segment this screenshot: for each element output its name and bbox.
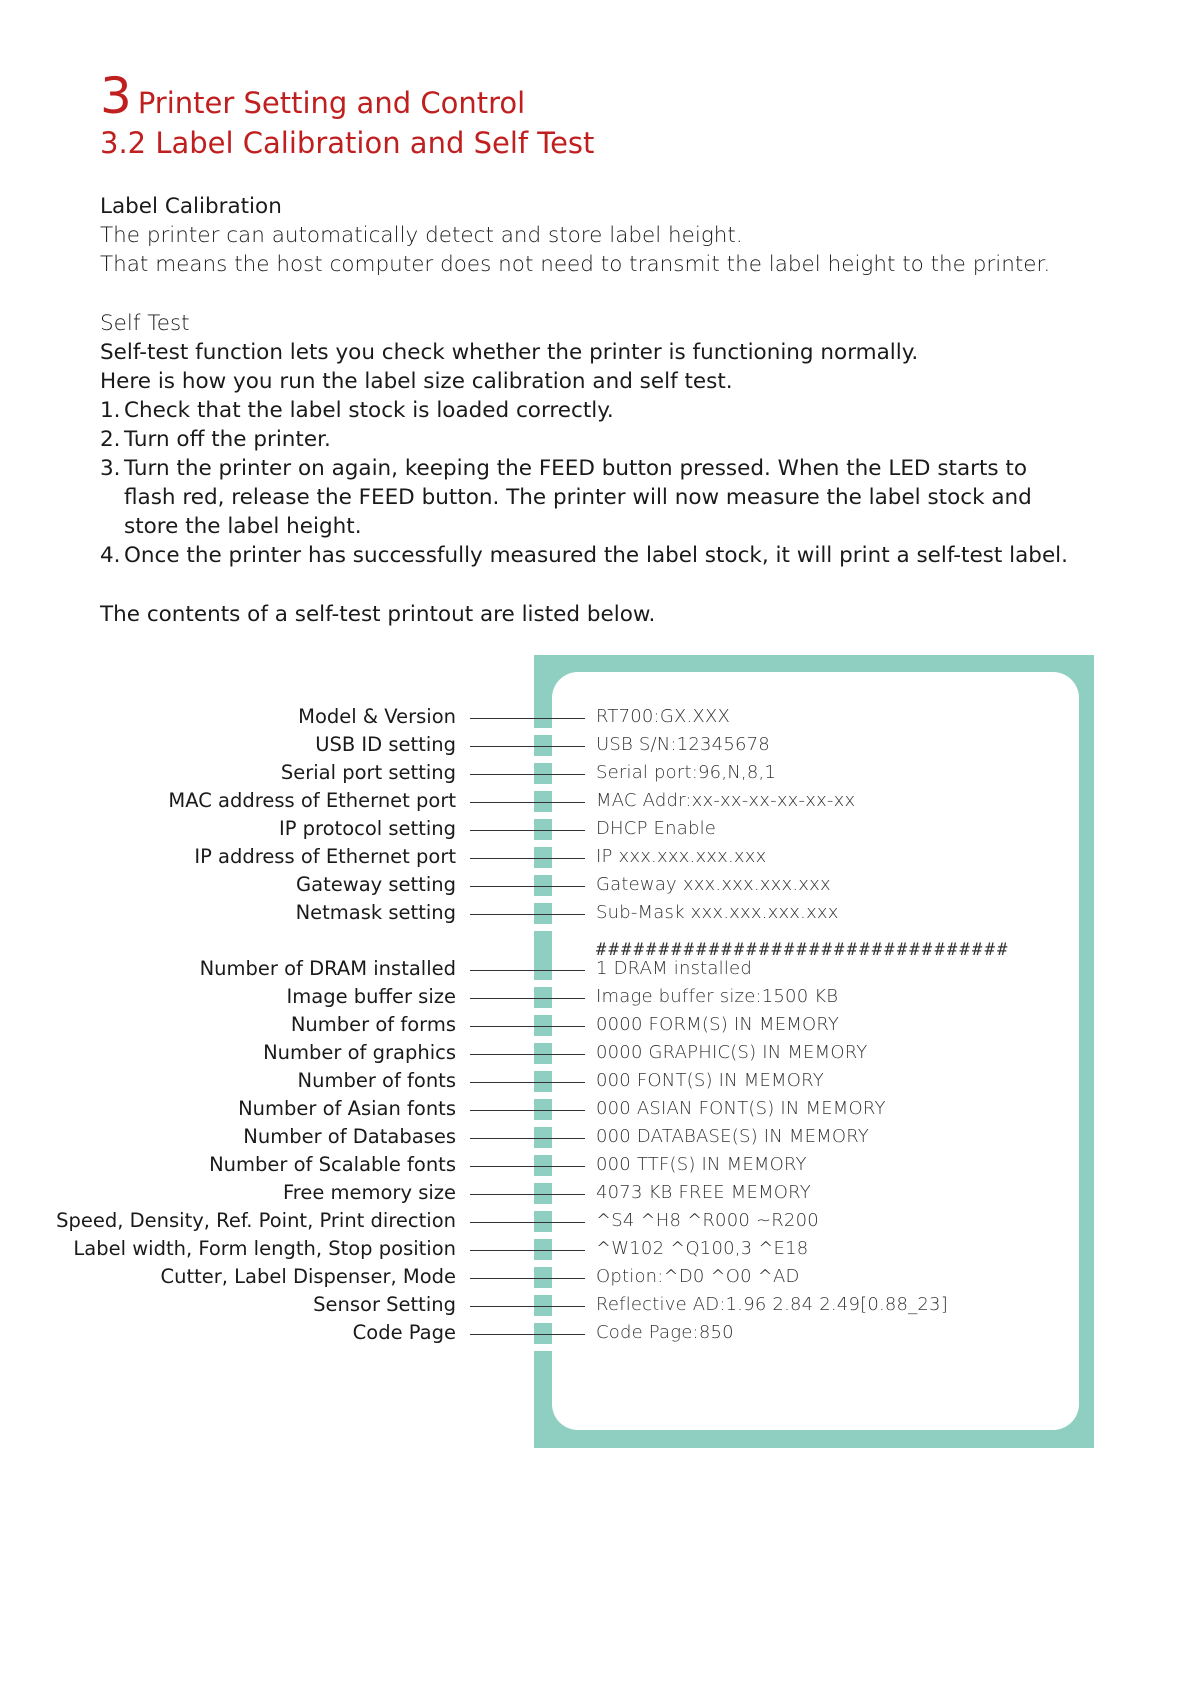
- frame-notch: [534, 1344, 552, 1351]
- printout-row-label: Sensor Setting: [313, 1293, 456, 1316]
- printout-row-value: Code Page:850: [596, 1322, 734, 1343]
- printout-row-label: Model & Version: [298, 705, 456, 728]
- frame-notch: [534, 1120, 552, 1127]
- leader-line: [470, 1278, 585, 1279]
- steps-list: [100, 396, 1124, 570]
- leader-line: [470, 1334, 585, 1335]
- printout-row-value: 000 ASIAN FONT(S) IN MEMORY: [596, 1098, 886, 1119]
- list-item: 2. Turn off the printer.: [100, 427, 331, 452]
- frame-notch: [534, 812, 552, 819]
- leader-line: [470, 718, 585, 719]
- contents-intro: The contents of a self-test printout are listed below.: [100, 602, 656, 627]
- leader-line: [470, 1306, 585, 1307]
- frame-notch: [534, 1092, 552, 1099]
- list-item: 1. Check that the label stock is loaded correctly.: [100, 398, 614, 423]
- printout-row-value: ^S4 ^H8 ^R000 ~R200: [596, 1210, 819, 1231]
- printout-row-label: IP address of Ethernet port: [194, 845, 456, 868]
- leader-line: [470, 1054, 585, 1055]
- frame-notch: [534, 728, 552, 735]
- leader-line: [470, 1194, 585, 1195]
- calibration-line-1: The printer can automatically detect and store label height.: [100, 223, 743, 248]
- leader-line: [470, 886, 585, 887]
- frame-notch: [534, 1064, 552, 1071]
- printout-row-label: USB ID setting: [315, 733, 456, 756]
- printout-row-label: Number of Asian fonts: [238, 1097, 456, 1120]
- frame-notch: [534, 1232, 552, 1239]
- printout-row-value: 000 DATABASE(S) IN MEMORY: [596, 1126, 869, 1147]
- chapter-heading: [100, 68, 525, 124]
- printout-row-label: Netmask setting: [295, 901, 456, 924]
- printout-row-label: Free memory size: [282, 1181, 456, 1204]
- printout-row-value: Sub-Mask xxx.xxx.xxx.xxx: [596, 902, 839, 923]
- self-test-line-2: Here is how you run the label size calibration and self test.: [100, 369, 733, 394]
- printout-row-value: Gateway xxx.xxx.xxx.xxx: [596, 874, 831, 895]
- printout-row-label: Label width, Form length, Stop position: [73, 1237, 456, 1260]
- printout-row-value: MAC Addr:xx-xx-xx-xx-xx-xx: [596, 790, 856, 811]
- printout-row-value: IP xxx.xxx.xxx.xxx: [596, 846, 767, 867]
- frame-notch: [534, 1148, 552, 1155]
- calibration-line-2: That means the host computer does not need to transmit the label height to the printer.: [100, 252, 1051, 277]
- leader-line: [470, 1138, 585, 1139]
- frame-notch: [534, 1176, 552, 1183]
- list-item: 3. Turn the printer on again, keeping the FEED button pressed. When the LED starts to flash red, release the FEED button. The printer will now measure the label stock and store the label height.: [100, 456, 1032, 539]
- frame-notch: [534, 1288, 552, 1295]
- frame-notch: [534, 840, 552, 847]
- leader-line: [470, 1026, 585, 1027]
- printout-row-value: DHCP Enable: [596, 818, 717, 839]
- printout-row-value: 000 TTF(S) IN MEMORY: [596, 1154, 807, 1175]
- printout-row-label: MAC address of Ethernet port: [168, 789, 456, 812]
- leader-line: [470, 858, 585, 859]
- list-item: 4. Once the printer has successfully measured the label stock, it will print a self-test label.: [100, 543, 1068, 568]
- printout-row-value: Serial port:96,N,8,1: [596, 762, 777, 783]
- self-test-heading: Self Test: [100, 311, 190, 336]
- printout-row-value: Reflective AD:1.96 2.84 2.49[0.88_23]: [596, 1294, 948, 1315]
- frame-notch: [534, 1036, 552, 1043]
- printout-row-label: Serial port setting: [280, 761, 456, 784]
- leader-line: [470, 970, 585, 971]
- frame-notch: [534, 1260, 552, 1267]
- chapter-title: Printer Setting and Control: [137, 86, 526, 120]
- section-title: 3.2 Label Calibration and Self Test: [100, 126, 595, 160]
- printout-row-value: Image buffer size:1500 KB: [596, 986, 839, 1007]
- leader-line: [470, 830, 585, 831]
- printout-row-label: Cutter, Label Dispenser, Mode: [160, 1265, 456, 1288]
- leader-line: [470, 1250, 585, 1251]
- leader-line: [470, 1222, 585, 1223]
- leader-line: [470, 914, 585, 915]
- calibration-block: [100, 192, 1050, 279]
- frame-notch: [534, 756, 552, 763]
- leader-line: [470, 774, 585, 775]
- printout-row-label: Number of graphics: [263, 1041, 456, 1064]
- printout-row-label: Number of Scalable fonts: [209, 1153, 456, 1176]
- printout-row-value: RT700:GX.XXX: [596, 706, 731, 727]
- frame-notch: [534, 980, 552, 987]
- printout-row-value: 4073 KB FREE MEMORY: [596, 1182, 811, 1203]
- printout-row-value: 1 DRAM installed: [596, 958, 752, 979]
- frame-notch: [534, 1008, 552, 1015]
- printout-row-value: 000 FONT(S) IN MEMORY: [596, 1070, 824, 1091]
- leader-line: [470, 1166, 585, 1167]
- printout-row-label: Code Page: [352, 1321, 456, 1344]
- leader-line: [470, 998, 585, 999]
- printout-row-label: Number of forms: [290, 1013, 456, 1036]
- frame-notch: [534, 924, 552, 931]
- frame-notch: [534, 1316, 552, 1323]
- printout-row-value: USB S/N:12345678: [596, 734, 770, 755]
- printout-row-label: Speed, Density, Ref. Point, Print direction: [56, 1209, 456, 1232]
- printout-row-value: Option:^D0 ^O0 ^AD: [596, 1266, 800, 1287]
- leader-line: [470, 1082, 585, 1083]
- printout-row-label: Number of DRAM installed: [199, 957, 456, 980]
- frame-notch: [534, 896, 552, 903]
- frame-notch: [534, 1204, 552, 1211]
- leader-line: [470, 746, 585, 747]
- printout-row-value: 0000 GRAPHIC(S) IN MEMORY: [596, 1042, 868, 1063]
- self-test-block: [100, 309, 1124, 570]
- printout-row-value: ^W102 ^Q100,3 ^E18: [596, 1238, 809, 1259]
- printout-row-label: Number of fonts: [297, 1069, 456, 1092]
- separator-line: #################################: [596, 940, 1010, 960]
- leader-line: [470, 802, 585, 803]
- printout-row-label: IP protocol setting: [278, 817, 456, 840]
- printout-row-label: Image buffer size: [286, 985, 456, 1008]
- printout-row-value: 0000 FORM(S) IN MEMORY: [596, 1014, 840, 1035]
- self-test-line-1: Self-test function lets you check whether the printer is functioning normally.: [100, 340, 919, 365]
- printout-row-label: Number of Databases: [243, 1125, 456, 1148]
- calibration-heading: Label Calibration: [100, 194, 282, 219]
- chapter-number: 3: [100, 67, 132, 125]
- frame-notch: [534, 784, 552, 791]
- printout-row-label: Gateway setting: [296, 873, 456, 896]
- frame-notch: [534, 868, 552, 875]
- leader-line: [470, 1110, 585, 1111]
